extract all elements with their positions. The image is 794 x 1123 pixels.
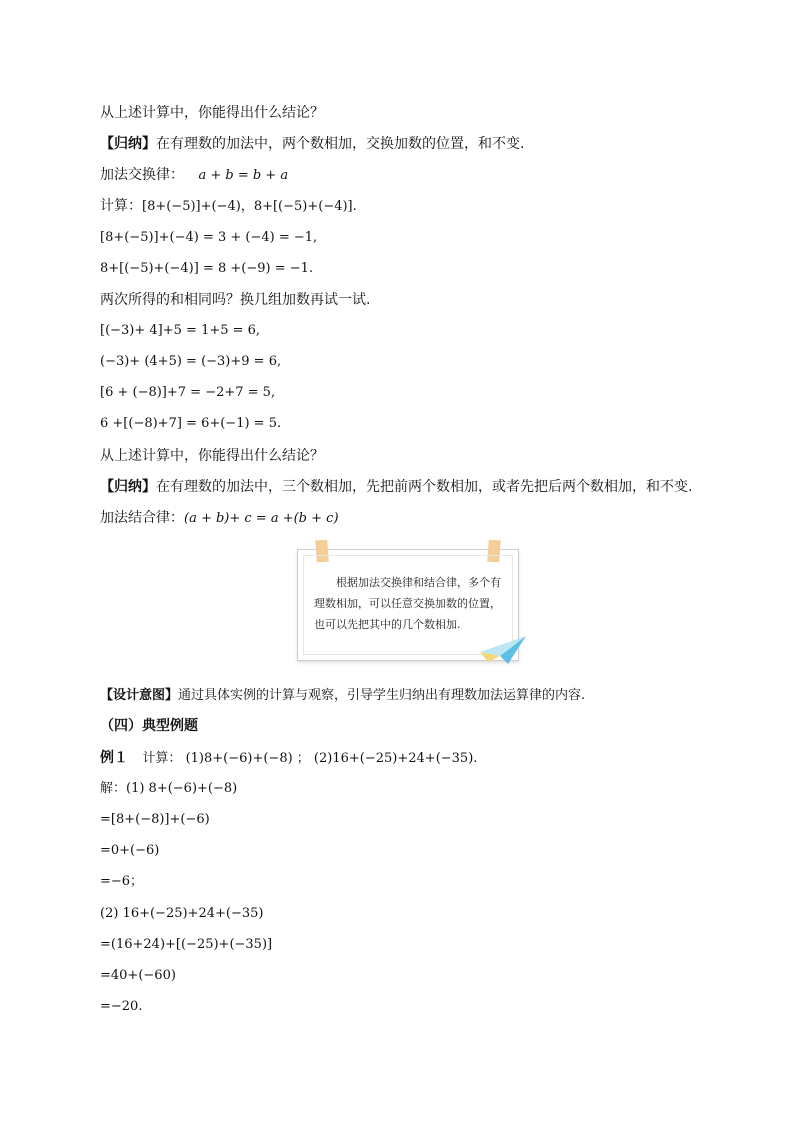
solution-line-3: =0+(−6) — [100, 843, 160, 858]
calc-line-1: [8+(−5)]+(−4) = 3 + (−4) = −1, — [100, 230, 318, 245]
example-text: 计算： (1)8+(−6)+(−8) ； (2)16+(−25)+24+(−35). — [142, 751, 478, 766]
solution-line-8: =−20. — [100, 999, 143, 1014]
example-label: 例１ — [100, 750, 128, 766]
calc-expression: [8+(−5)]+(−4)，8+[(−5)+(−4)]. — [142, 199, 357, 214]
solution-line-5: (2) 16+(−25)+24+(−35) — [100, 906, 264, 921]
section-title: （四）典型例题 — [100, 718, 198, 734]
design-intent — [100, 686, 585, 706]
summary-text: 在有理数的加法中，两个数相加，交换加数的位置，和不变. — [156, 136, 525, 152]
example-heading — [100, 748, 477, 769]
law-label: 加法结合律： — [100, 510, 184, 526]
paper-plane-icon — [478, 632, 528, 666]
question-same-sum: 两次所得的和相同吗？换几组加数再试一试. — [100, 292, 371, 308]
law-formula: a + b = b + a — [198, 168, 289, 183]
calc-line-4: (−3)+ (4+5) = (−3)+9 = 6, — [100, 354, 282, 369]
summary-tag: 【归纳】 — [100, 136, 156, 152]
calc-line-5: [6 + (−8)]+7 = −2+7 = 5, — [100, 385, 276, 400]
solution-line-2: =[8+(−8)]+(−6) — [100, 812, 210, 827]
calc-prompt — [100, 196, 357, 217]
associative-law — [100, 508, 339, 529]
commutative-law — [100, 165, 288, 186]
calc-label: 计算： — [100, 198, 142, 214]
intent-text: 通过具体实例的计算与观察，引导学生归纳出有理数加法运算律的内容. — [178, 688, 586, 703]
solution-line-4: =−6； — [100, 874, 144, 889]
summary-text: 在有理数的加法中，三个数相加，先把前两个数相加，或者先把后两个数相加，和不变. — [156, 479, 693, 495]
question-conclusion-2: 从上述计算中，你能得出什么结论？ — [100, 448, 324, 464]
intent-tag: 【设计意图】 — [100, 688, 179, 703]
calc-line-2: 8+[(−5)+(−4)] = 8 +(−9) = −1. — [100, 261, 314, 276]
calc-line-3: [(−3)+ 4]+5 = 1+5 = 6, — [100, 323, 261, 338]
summary-tag: 【归纳】 — [100, 479, 156, 495]
solution-line-6: =(16+24)+[(−25)+(−35)] — [100, 937, 273, 952]
law-formula: (a + b)+ c = a +(b + c) — [184, 511, 339, 526]
law-label: 加法交换律： — [100, 167, 184, 183]
question-conclusion-1: 从上述计算中，你能得出什么结论？ — [100, 105, 324, 121]
note-text: 根据加法交换律和结合律，多个有理数相加，可以任意交换加数的位置，也可以先把其中的几个数相加. — [314, 576, 501, 631]
solution-line-1: 解：(1) 8+(−6)+(−8) — [100, 781, 238, 796]
solution-line-7: =40+(−60) — [100, 968, 176, 983]
calc-line-6: 6 +[(−8)+7] = 6+(−1) = 5. — [100, 416, 282, 431]
summary-commutative — [100, 134, 524, 154]
summary-associative — [100, 477, 692, 497]
